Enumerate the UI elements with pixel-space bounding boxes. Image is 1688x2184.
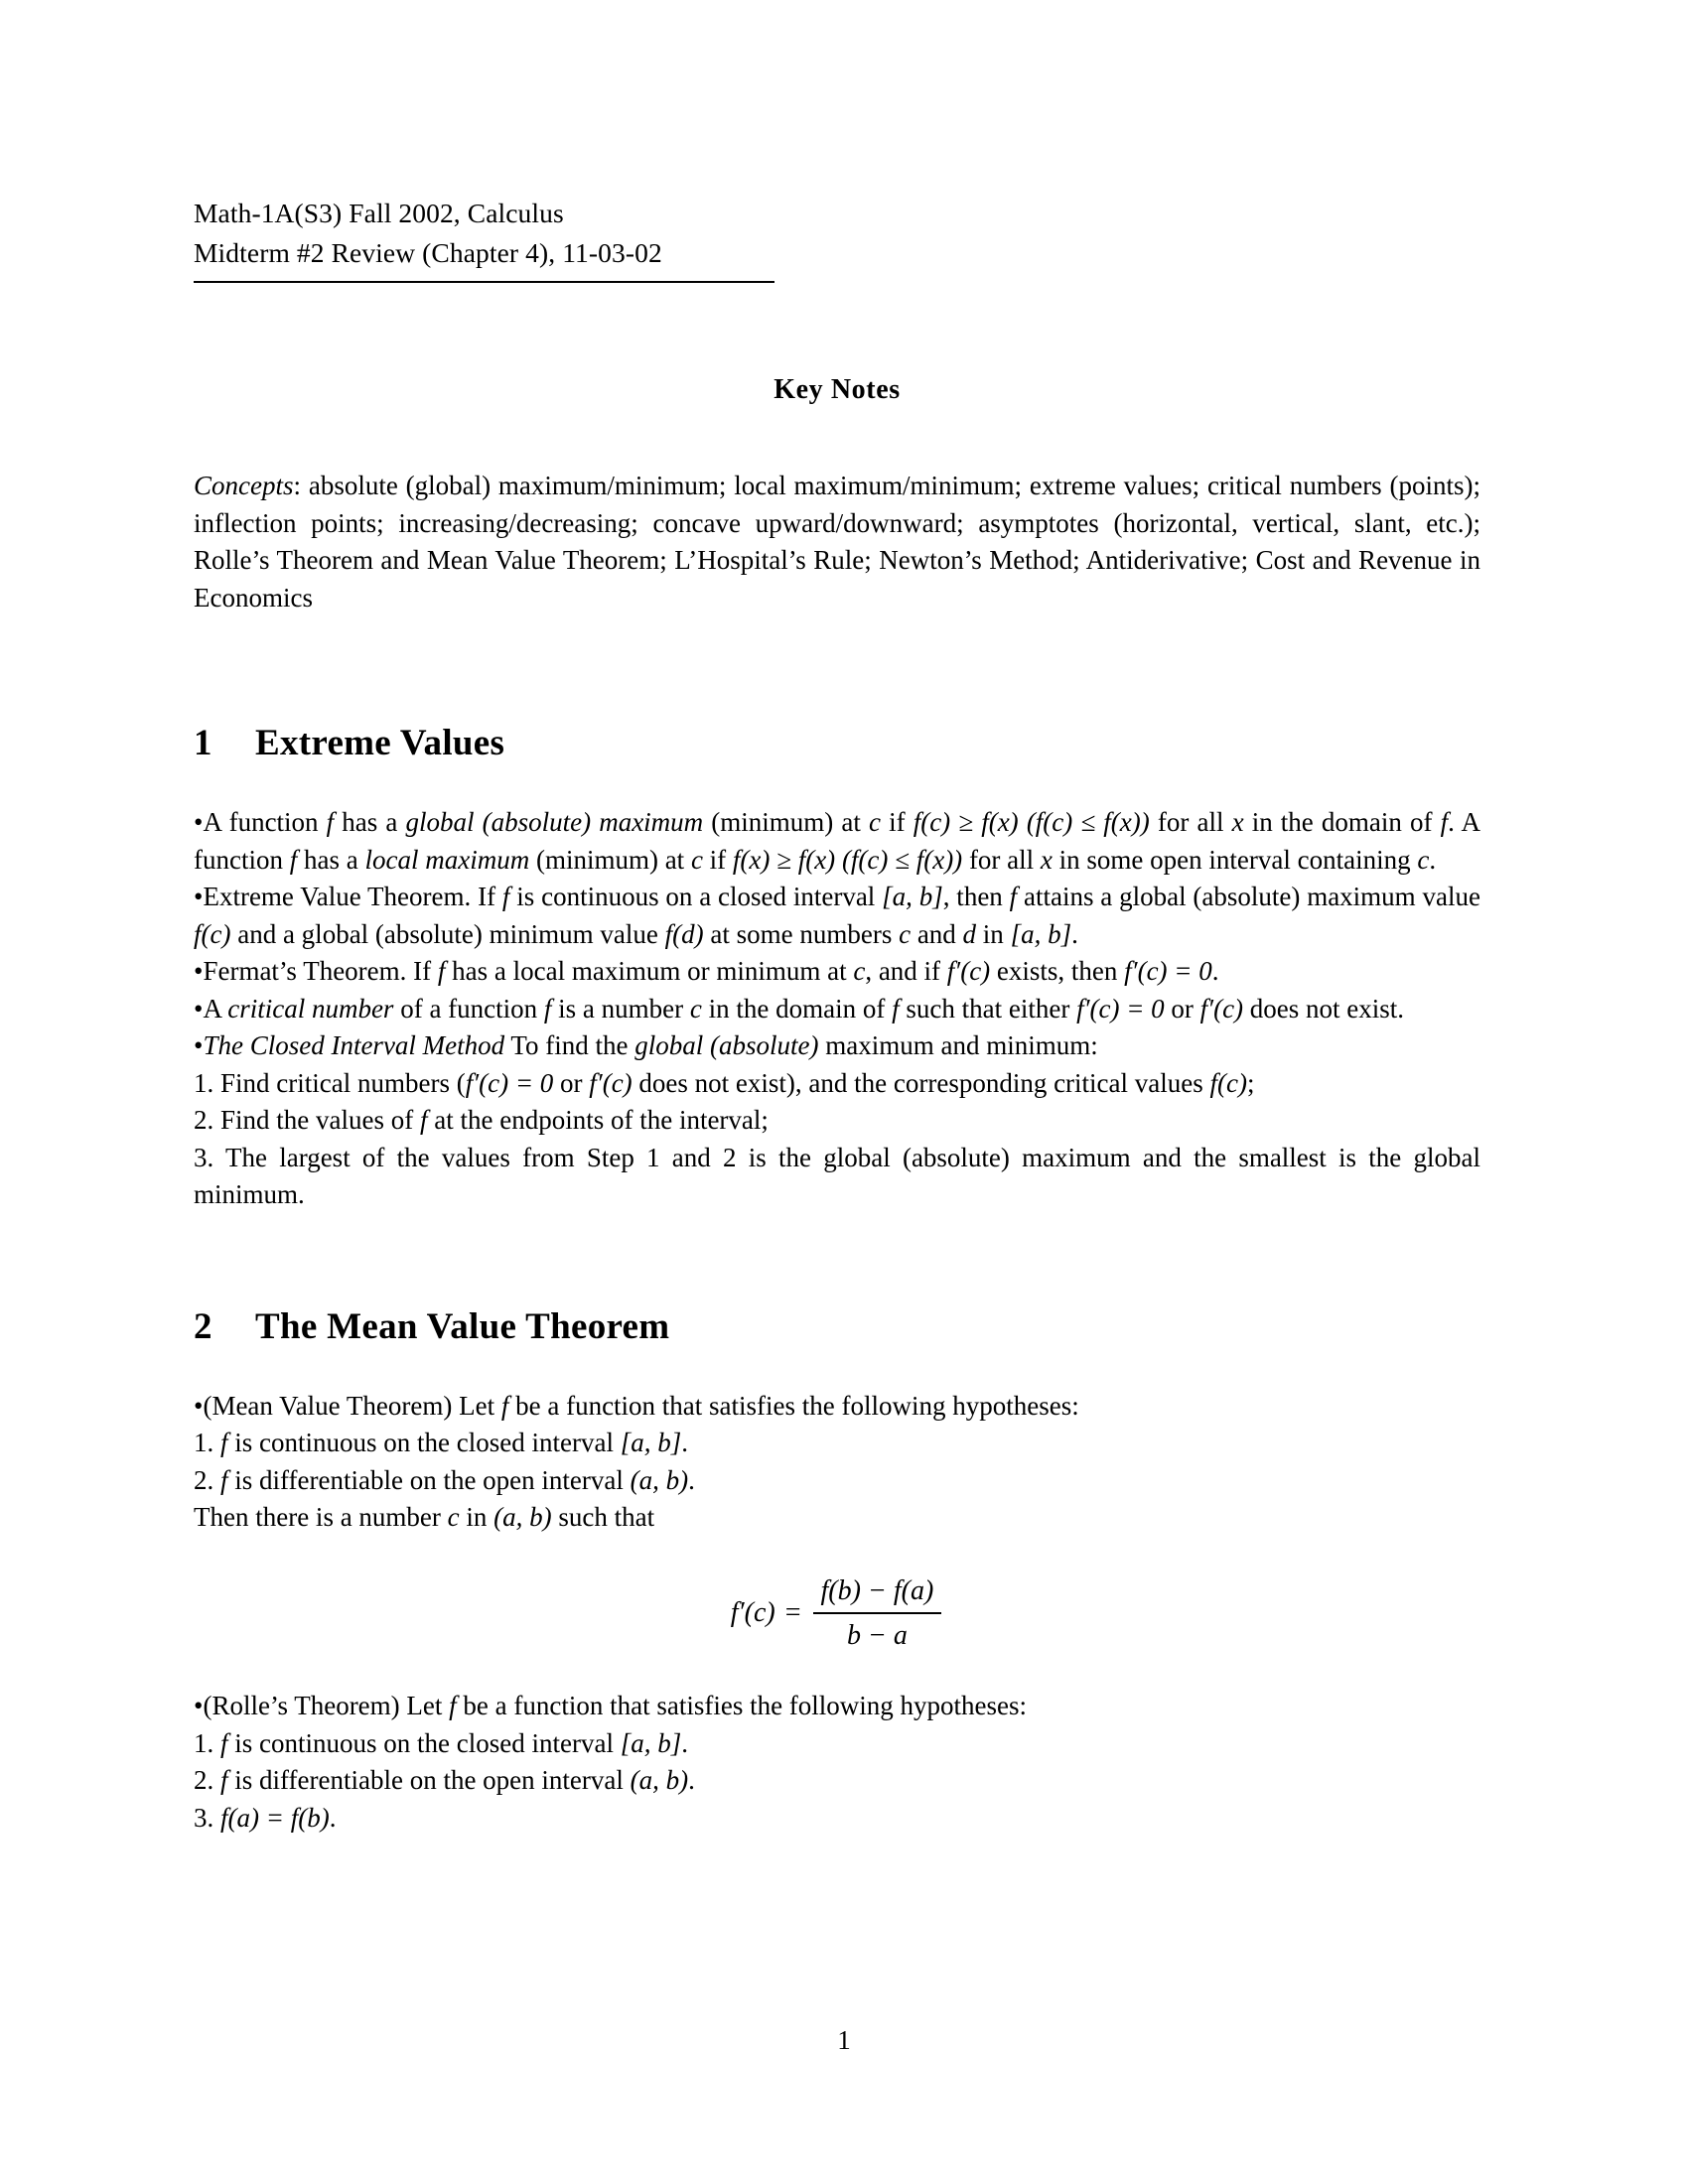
math-fprime-c-eq-0: f′(c) = 0 <box>465 1067 554 1098</box>
text: such that <box>551 1502 655 1532</box>
text: or <box>1164 993 1200 1024</box>
bullet-marker: • <box>194 1030 204 1060</box>
math-fc: f(c) <box>194 918 231 949</box>
text: in <box>976 918 1011 949</box>
hypothesis-number: 3. <box>194 1802 214 1833</box>
bullet-closed-interval-method <box>194 1027 1480 1065</box>
bullet-marker: • <box>194 1390 204 1421</box>
math-fd: f(d) <box>664 918 704 949</box>
text: . <box>688 1464 695 1495</box>
bullet-fermats-theorem <box>194 953 1480 991</box>
text: The largest of the values from Step 1 and 2 is the global (absolute) maximum and the smallest is the global minimum. <box>194 1142 1480 1209</box>
math-c: c <box>899 918 912 949</box>
math-interval-ab: [a, b] <box>620 1428 682 1457</box>
math-open-interval-ab: (a, b) <box>493 1502 552 1532</box>
text: Find critical numbers ( <box>213 1067 466 1098</box>
text: is continuous on a closed interval <box>509 882 883 911</box>
text: . A function <box>194 807 1480 875</box>
equation-lhs: f′(c) <box>730 1597 775 1629</box>
math-fprime-c: f′(c) <box>589 1067 633 1098</box>
text: in the domain of <box>701 993 893 1024</box>
text: A function <box>203 807 327 837</box>
mvt-display-equation <box>194 1572 1480 1655</box>
section-title-2: The Mean Value Theorem <box>255 1305 670 1347</box>
text: ; <box>1246 1067 1255 1098</box>
text: (minimum) at <box>703 807 869 837</box>
text: is differentiable on the open interval <box>227 1765 631 1796</box>
text: , and if <box>865 956 947 986</box>
text: Find the values of <box>213 1105 420 1135</box>
header-course-line: Math-1A(S3) Fall 2002, Calculus <box>194 198 564 228</box>
section-heading-2 <box>194 1305 1480 1348</box>
concepts-text-2: critical numbers (points); inflection points; increasing/decreasing; concave upward/downward; <box>194 471 1481 538</box>
math-c: c <box>869 807 881 837</box>
text: , then <box>942 882 1010 911</box>
text: . <box>688 1765 695 1796</box>
text: in <box>459 1502 494 1532</box>
math-f: f <box>419 1105 428 1135</box>
math-d: d <box>962 918 977 949</box>
header-rule-divider <box>194 281 774 283</box>
text: Then there is a number <box>194 1502 448 1532</box>
emph-critical-number: critical number <box>227 993 394 1024</box>
text: or <box>553 1067 590 1098</box>
text: is differentiable on the open interval <box>227 1464 631 1495</box>
text: . <box>1071 918 1078 949</box>
section-number-1: 1 <box>194 723 212 763</box>
text: . <box>1429 844 1437 875</box>
text: . <box>329 1802 337 1833</box>
text: exists, then <box>990 956 1125 986</box>
text: if <box>880 807 914 837</box>
rolle-hypothesis-3 <box>194 1800 1480 1838</box>
section-number-2: 2 <box>194 1305 212 1347</box>
math-f: f <box>326 807 335 837</box>
rolle-hypothesis-1 <box>194 1725 1480 1763</box>
text: at some numbers <box>703 918 900 949</box>
math-c: c <box>447 1502 460 1532</box>
text: does not exist. <box>1243 993 1405 1024</box>
emph-global-absolute-maximum: global (absolute) maximum <box>405 807 704 837</box>
math-interval-ab: [a, b] <box>620 1727 682 1758</box>
concepts-text-3: asymptotes (horizontal, vertical, slant, etc.); Rolle’s Theorem and Mean Value Theorem; L’Hospital’s <box>194 507 1480 575</box>
equation-equals-sign: = <box>784 1597 801 1629</box>
text: and <box>911 918 963 949</box>
math-f: f <box>437 956 446 986</box>
hypothesis-number: 2. <box>194 1464 214 1495</box>
text: in the domain of <box>1243 807 1441 837</box>
text: (Rolle’s Theorem) Let <box>203 1691 450 1721</box>
text: A <box>203 993 228 1024</box>
emph-global-absolute: global (absolute) <box>634 1030 819 1060</box>
hypothesis-number: 1. <box>194 1428 214 1457</box>
bullet-marker: • <box>194 807 204 837</box>
hypothesis-number: 1. <box>194 1727 214 1758</box>
section-2-body <box>194 1388 1480 1838</box>
text: at the endpoints of the interval; <box>427 1105 769 1135</box>
math-fprime-c: f′(c) <box>1199 993 1244 1024</box>
bullet-critical-number <box>194 991 1480 1028</box>
text: is a number <box>551 993 690 1024</box>
math-fprime-c: f′(c) <box>946 956 991 986</box>
text: Extreme Value Theorem. If <box>203 882 502 911</box>
mvt-conclusion-lead <box>194 1499 1480 1537</box>
bullet-mean-value-theorem <box>194 1388 1480 1426</box>
concepts-text-4: Rule; Newton’s Method; Antiderivative; Cost and Revenue in Economics <box>194 545 1480 613</box>
math-x: x <box>1231 807 1244 837</box>
text: . <box>681 1428 688 1457</box>
math-x: x <box>1040 844 1053 875</box>
text: in some open interval containing <box>1052 844 1418 875</box>
math-f: f <box>289 844 298 875</box>
text: (minimum) at <box>529 844 691 875</box>
bullet-marker: • <box>194 993 204 1024</box>
emph-local-maximum: local maximum <box>364 844 530 875</box>
math-f: f <box>500 1390 509 1421</box>
header-subject-line: Midterm #2 Review (Chapter 4), 11-03-02 <box>194 237 662 268</box>
math-c: c <box>853 956 866 986</box>
math-f: f <box>220 1727 228 1758</box>
text: To find the <box>504 1030 635 1060</box>
text: such that either <box>899 993 1077 1024</box>
equation-denominator: b − a <box>846 1619 908 1651</box>
rolle-hypothesis-2 <box>194 1762 1480 1800</box>
page-number: 1 <box>837 2025 851 2055</box>
text-column <box>194 194 1480 1837</box>
bullet-global-local-definition <box>194 804 1480 879</box>
math-fprime-c-eq-0: f′(c) = 0 <box>1076 993 1165 1024</box>
section-heading-1 <box>194 722 1480 764</box>
emph-closed-interval-method: The Closed Interval Method <box>203 1030 505 1060</box>
math-open-interval-ab: (a, b) <box>630 1464 689 1495</box>
text: and a global (absolute) minimum value <box>230 918 665 949</box>
math-expr-fx-ge-fx: f(x) ≥ f(x) <box>732 844 836 875</box>
text: is continuous on the closed interval <box>227 1428 621 1457</box>
math-f: f <box>1009 882 1018 911</box>
text: maximum and minimum: <box>818 1030 1098 1060</box>
step-number: 2. <box>194 1105 214 1135</box>
text: . <box>681 1727 688 1758</box>
math-expr-fc-le-fx: (f(c) ≤ f(x)) <box>1026 807 1150 837</box>
closed-interval-step-2 <box>194 1102 1480 1140</box>
concepts-label: Concepts <box>194 471 294 500</box>
text: . <box>1211 956 1219 986</box>
math-fc: f(c) <box>1209 1067 1247 1098</box>
equation-numerator: f(b) − f(a) <box>820 1574 934 1606</box>
closed-interval-step-3 <box>194 1140 1480 1214</box>
text: be a function that satisfies the following hypotheses: <box>508 1390 1079 1421</box>
math-f: f <box>892 993 900 1024</box>
math-fprime-c-eq-0: f′(c) = 0 <box>1124 956 1212 986</box>
math-open-interval-ab: (a, b) <box>630 1765 689 1796</box>
math-expr-fc-le-fx-2: (f(c) ≤ f(x)) <box>841 844 963 875</box>
mvt-hypothesis-1 <box>194 1425 1480 1462</box>
text <box>835 845 842 875</box>
text: Fermat’s Theorem. If <box>203 956 438 986</box>
document-header <box>194 194 1480 273</box>
bullet-marker: • <box>194 882 204 911</box>
math-f: f <box>543 993 552 1024</box>
concepts-text-1: absolute (global) maximum/minimum; local maximum/minimum; extreme values; <box>308 471 1200 500</box>
bullet-marker: • <box>194 1691 204 1721</box>
text: does not exist), and the corresponding critical values <box>632 1067 1210 1098</box>
math-f: f <box>220 1765 228 1796</box>
text <box>1019 807 1027 837</box>
math-f: f <box>449 1691 457 1721</box>
bullet-rolles-theorem <box>194 1688 1480 1725</box>
bullet-marker: • <box>194 956 204 986</box>
text: has a <box>297 844 365 875</box>
math-c: c <box>690 844 703 875</box>
math-interval-ab: [a, b] <box>882 882 943 911</box>
section-1-body <box>194 804 1480 1214</box>
math-c: c <box>689 993 702 1024</box>
text: attains a global (absolute) maximum value <box>1017 882 1480 911</box>
step-number: 1. <box>194 1067 214 1098</box>
math-f: f <box>1440 807 1449 837</box>
math-f: f <box>220 1464 228 1495</box>
step-number: 3. <box>194 1142 214 1172</box>
text: of a function <box>393 993 544 1024</box>
math-f: f <box>220 1428 228 1457</box>
bullet-extreme-value-theorem <box>194 879 1480 953</box>
math-interval-ab-2: [a, b] <box>1010 918 1072 949</box>
concepts-paragraph <box>194 468 1480 616</box>
math-f: f <box>501 882 510 911</box>
text: has a <box>334 807 406 837</box>
section-title-1: Extreme Values <box>255 723 505 763</box>
math-fa-eq-fb: f(a) = f(b) <box>220 1802 330 1833</box>
text: for all <box>1149 807 1232 837</box>
text: for all <box>962 844 1041 875</box>
text: (Mean Value Theorem) Let <box>203 1390 501 1421</box>
math-expr-fc-ge-fx: f(c) ≥ f(x) <box>913 807 1019 837</box>
text: be a function that satisfies the following hypotheses: <box>456 1691 1028 1721</box>
mvt-hypothesis-2 <box>194 1462 1480 1500</box>
hypothesis-number: 2. <box>194 1765 214 1796</box>
equation-fraction <box>813 1572 942 1655</box>
closed-interval-step-1 <box>194 1065 1480 1103</box>
math-c: c <box>1417 844 1430 875</box>
concepts-colon: : <box>293 471 302 500</box>
text: has a local maximum or minimum at <box>445 956 854 986</box>
page-title: Key Notes <box>774 374 901 405</box>
text: if <box>702 844 733 875</box>
text: is continuous on the closed interval <box>227 1727 621 1758</box>
